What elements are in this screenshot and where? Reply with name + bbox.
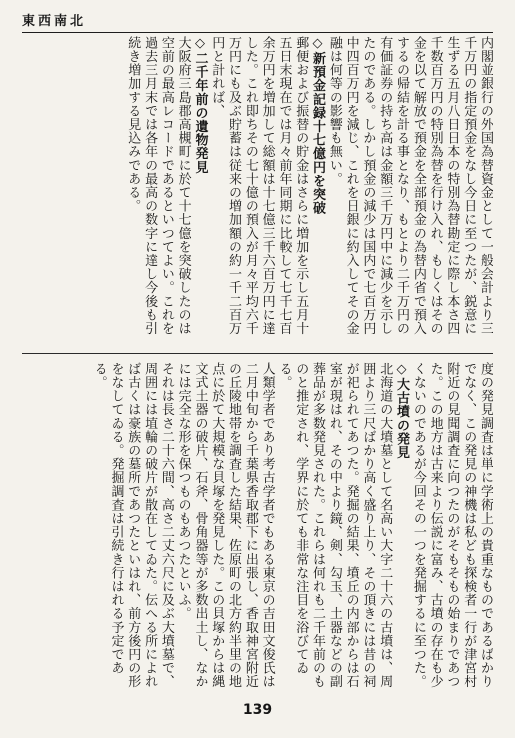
paragraph: 大阪府三島郡高槻町に於て十七億を突破したのは空前の最高レコードであるといつてよい。これを過去三月末では各年の最高の数字に達し今後も引続き増加する見込みである。 xyxy=(125,36,191,336)
page-number: 139 xyxy=(242,702,273,718)
top-rule xyxy=(22,32,493,33)
paragraph: 郵便および振替の貯金はさらに増加を示し五月十五日末現在では月々前年同期に比較して七千七百余万円を増加して総額は十七億三千六百万円に達した。これ即ちその七十億の預入が月々平均六千万円にも及ぶ貯蓄は従来の増加額の約一千二百万円と計れば、 xyxy=(209,36,309,336)
paragraph: それは長さ二十六間、高さ二丈六尺に及ぶ大墳墓で、周囲には埴輪の破片が散在してゐた。伝へる所によれば古くは豪族の墓所であつたといはれ、前方後円の形をなしてゐる。発掘調査は引続き行はれる予定である。 xyxy=(91,362,174,689)
section-heading: ◇大古墳の発見 xyxy=(394,362,410,460)
page-body xyxy=(22,32,493,698)
middle-rule xyxy=(22,353,493,354)
paragraph: 度の発見調査は単に学術上の貴重なものであるばかりでなく、この発見の神機は私ども探検者一行が津宮村附近の見聞調査に向つたのがそもそもの始まりであつた。この地方は古来より伝説に富み、古墳の存在も少くないのであるが今回その一つを発掘するに至つた。 xyxy=(410,362,493,689)
header-title: 東西南北 xyxy=(22,14,87,29)
paragraph: 北海道の大墳墓として名高い大字二十六の古墳は、周囲より三尺ばかり高く盛り上り、その頂きには昔の祠が祀られてあつた。発掘の結果、墳丘の内部からは石室が現はれ、その中より鏡、剣、勾玉、土器などの副葬品が多数発見された。これらは何れも二千年前のものと推定され、学界に於ても非常な注目を浴びてゐる。 xyxy=(276,362,393,689)
section-heading: ◇二千年前の遺物発見 xyxy=(192,36,208,174)
upper-text-band xyxy=(22,36,493,346)
lower-text-band xyxy=(22,362,493,692)
paragraph: 内閣並銀行の外国為替資金として一般会計より三千万円の指定預金をなし今日に至つたが、鋭意に生ずる五月八日日本の特別為替勘定に際し本さ四千数百万円の特別為替を行け入れ、もしくはその金を以て解放で預金を全部預金の為替内省で預入するの帰結を計る事となり、もとより二千万円の有価証券の持ち高は金額三千万円中に減少を示したのである。しかし預金の減少は国内で七百万円中四百万円を減じ、これを日銀に約入してその金融は何等の影響も無い。 xyxy=(326,36,493,336)
section-heading: ◇新預金記録十七億円を突破 xyxy=(310,36,326,215)
paragraph: 人類学者であり考古学者でもある東京の吉田文俊氏は二月中旬から千葉県香取郡下に出張し、香取神宮附近の丘陵地帯を調査した結果、佐原町の北方約半里の地点に於て大規模な貝塚を発見した。この貝塚からは縄文式土器の破片、石斧、骨角器等が多数出土し、なかには完全な形を保つものもあつたといふ。 xyxy=(175,362,275,689)
